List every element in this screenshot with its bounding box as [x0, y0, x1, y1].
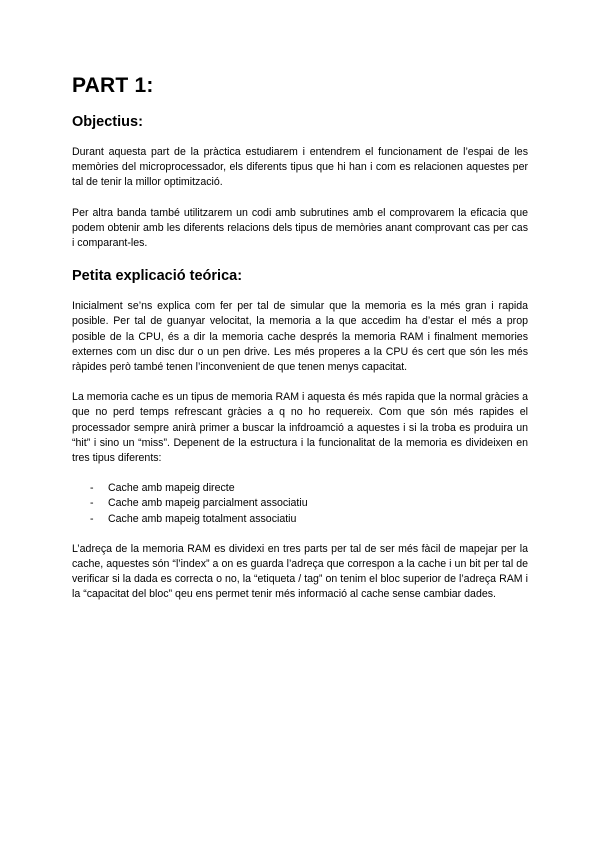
list-item-label: Cache amb mapeig parcialment associatiu: [108, 497, 308, 510]
part-title: PART 1:: [72, 74, 154, 97]
objectives-paragraph-2: Per altra banda també utilitzarem un codi amb subrutines amb el comprovarem la eficacia que podem obtenir amb les diferents relacions dels tipus de memòries anant comprovant cas per cas i comparant-les.: [72, 206, 528, 250]
list-item: [72, 512, 528, 527]
list-marker: -: [90, 497, 94, 510]
list-item: [72, 481, 528, 496]
objectives-heading: Objectius:: [72, 114, 143, 130]
theory-paragraph-3: L’adreça de la memoria RAM es dividexi en tres parts per tal de ser més fàcil de mapejar per la cache, aquestes són “l’index” a on es guarda l’adreça que correspon a la cache i un bit per tal de verificar si la dada es correcta o no, la “etiqueta / tag” on tenim el bloc superior de l’adreça RAM i la “capacitat del bloc” qeu ens permet tenir més informació al cache sense cambiar dades.: [72, 542, 528, 601]
list-item-label: Cache amb mapeig directe: [108, 482, 235, 495]
theory-heading: Petita explicació teórica:: [72, 268, 243, 285]
list-marker: -: [90, 512, 94, 525]
list-marker: -: [90, 482, 94, 495]
theory-paragraph-1: Inicialment se’ns explica com fer per tal de simular que la memoria es la més gran i rapida posible. Per tal de guanyar velocitat, la memoria a la que accedim ha d’estar el més a prop posible de la CPU, és a dir la memoria cache després la memoria RAM i finalment memories externes com un disc dur o un pen drive. Les més properes a la CPU és cert que són les més ràpides però també tenen l’inconvenient de que tenen menys capacitat.: [72, 300, 528, 374]
list-item: [72, 496, 528, 511]
page-content: [72, 72, 528, 603]
objectives-paragraph-1: Durant aquesta part de la pràctica estudiarem i entendrem el funcionament de l’espai de les memòries del microprocessador, els diferents tipus que hi han i com es relacionen aquestes per tal de tenir la millor optimització.: [72, 146, 528, 189]
cache-types-list: [72, 481, 528, 527]
list-item-label: Cache amb mapeig totalment associatiu: [108, 512, 297, 525]
theory-paragraph-2: La memoria cache es un tipus de memoria RAM i aquesta és més rapida que la normal gràcies a que no perd temps refrescant gràcies a q no ho requereix. Com que són més rapides el processador sempre anirà primer a buscar la infdroamció a aquestes i si la troba es produira un “hit” i sino un “miss”. Depenent de la estructura i la funcionalitat de la memoria es divideixen en tres tipus diferents:: [72, 391, 528, 465]
